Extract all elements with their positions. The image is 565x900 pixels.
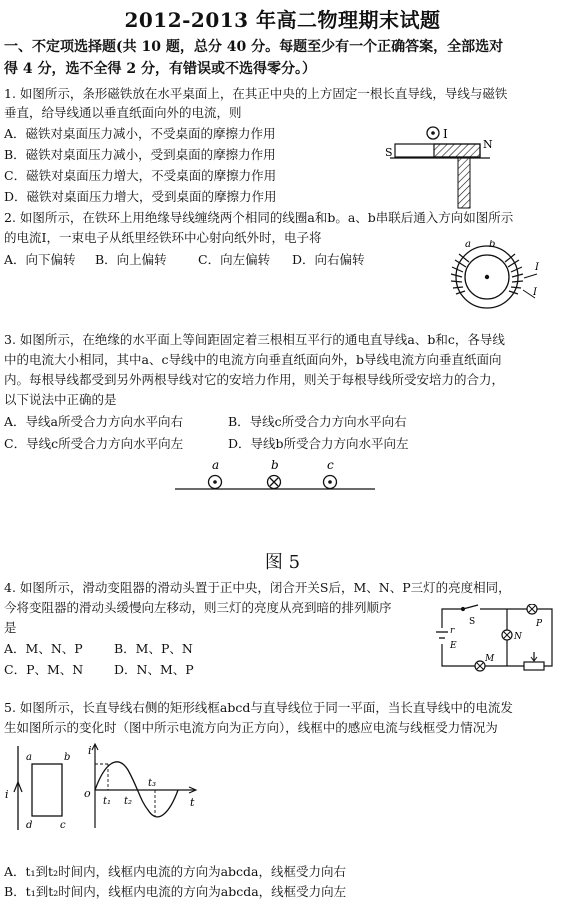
q4-stem-line3: 是 — [4, 620, 17, 635]
circuit-outer-loop — [442, 609, 552, 666]
q2-option-d[interactable]: D．向右偏转 — [292, 252, 365, 267]
q1-stem-line1: 1. 如图所示，条形磁铁放在水平桌面上，在其正中央的上方固定一根长直导线，导线与磁铁 — [4, 86, 508, 101]
sine-curve — [95, 762, 178, 817]
q5-stem-line1: 5. 如图所示，长直导线右侧的矩形线框abcd与直导线位于同一平面，当长直导线中的电流发 — [4, 700, 513, 715]
q1-stem-line2: 垂直，给导线通以垂直纸面向外的电流，则 — [4, 105, 242, 120]
q3-wire-c-label: c — [327, 458, 334, 472]
q4-stem-line2: 今将变阻器的滑动头缓慢向左移动，则三灯的亮度从亮到暗的排列顺序 — [4, 600, 392, 615]
q5-figure — [0, 740, 205, 835]
coil-b — [505, 254, 523, 294]
q4-m-label: M — [485, 654, 495, 664]
q2-iron-ring-figure — [425, 240, 550, 315]
q5-t-axis-label: t — [190, 796, 195, 809]
figure-5-caption: 图 5 — [264, 552, 301, 573]
q2-option-c[interactable]: C．向左偏转 — [198, 252, 271, 267]
q5-option-b[interactable]: B．t₁到t₂时间内，线框内电流的方向为abcda，线框受力向左 — [4, 884, 347, 899]
current-time-graph — [92, 744, 196, 828]
q5-d-label: d — [26, 820, 33, 831]
lamp-m — [475, 661, 485, 671]
q5-a-label: a — [26, 752, 32, 763]
q2-current-label-1: I — [535, 262, 539, 273]
q1-option-d[interactable]: D．磁铁对桌面压力增大，受到桌面的摩擦力作用 — [4, 189, 277, 204]
q3-stem-line1: 3. 如图所示，在绝缘的水平面上等间距固定着三根相互平行的通电直导线a、b和c，各导线 — [4, 332, 505, 347]
rheostat[interactable] — [524, 652, 544, 670]
q4-option-b[interactable]: B．M、P、N — [114, 641, 193, 656]
q1-s-label: S — [385, 146, 393, 159]
q5-t2-label: t₂ — [124, 796, 133, 807]
q1-option-b[interactable]: B．磁铁对桌面压力减小，受到桌面的摩擦力作用 — [4, 147, 276, 162]
q5-origin-label: o — [84, 787, 91, 800]
section-heading-line1: 一、不定项选择题(共 10 题，总分 40 分。每题至少有一个正确答案，全部选对 — [4, 39, 504, 55]
q4-e-label: E — [450, 641, 457, 651]
table-leg — [458, 158, 470, 208]
q1-option-a[interactable]: A．磁铁对桌面压力减小，不受桌面的摩擦力作用 — [4, 126, 276, 141]
q3-option-b[interactable]: B．导线c所受合力方向水平向右 — [228, 414, 407, 429]
q1-current-label: I — [443, 127, 448, 141]
wire-c-out — [324, 476, 337, 489]
q2-coil-b-label: b — [489, 240, 496, 250]
q3-stem-line3: 内。每根导线都受到另外两根导线对它的安培力作用，则关于每根导线所受安培力的合力， — [4, 372, 505, 387]
lamp-n — [502, 630, 512, 640]
q2-stem-line2: 的电流I，一束电子从纸里经铁环中心射向纸外时，电子将 — [4, 230, 322, 245]
q2-stem-line1: 2. 如图所示，在铁环上用绝缘导线缠绕两个相同的线圈a和b。a、b串联后通入方向如图所示 — [4, 210, 514, 225]
q4-r-label: r — [450, 626, 455, 636]
q4-option-c[interactable]: C．P、M、N — [4, 662, 84, 677]
q5-c-label: c — [60, 820, 66, 831]
q4-option-a[interactable]: A．M、N、P — [4, 641, 83, 656]
q3-option-a[interactable]: A．导线a所受合力方向水平向右 — [4, 414, 183, 429]
long-straight-wire — [14, 746, 22, 830]
section-heading-line2: 得 4 分，选不全得 2 分，有错误或不选得零分。） — [4, 61, 316, 77]
q5-wire-current-label: i — [5, 788, 9, 801]
q3-wires-figure — [170, 456, 380, 498]
q3-stem-line4: 以下说法中正确的是 — [4, 392, 117, 407]
q5-option-a[interactable]: A．t₁到t₂时间内，线框内电流的方向为abcda，线框受力向右 — [4, 864, 347, 879]
coil-a — [451, 254, 469, 294]
q1-magnet-figure — [370, 122, 510, 212]
q4-s-label: S — [469, 617, 476, 627]
q1-n-label: N — [483, 138, 493, 151]
q3-wire-b-label: b — [271, 458, 279, 472]
q4-stem-line1: 4. 如图所示，滑动变阻器的滑动头置于正中央，闭合开关S后，M、N、P三灯的亮度相同， — [4, 580, 511, 595]
lamp-p — [527, 604, 537, 614]
wire-b-in — [268, 476, 281, 489]
q5-i-axis-label: i — [88, 744, 92, 757]
q5-stem-line2: 生如图所示的变化时（图中所示电流方向为正方向），线框中的感应电流与线框受力情况为 — [4, 720, 498, 735]
q4-option-d[interactable]: D．N、M、P — [114, 662, 194, 677]
q3-option-d[interactable]: D．导线b所受合力方向水平向左 — [228, 436, 409, 451]
q1-option-c[interactable]: C．磁铁对桌面压力增大，不受桌面的摩擦力作用 — [4, 168, 277, 183]
q2-coil-a-label: a — [465, 240, 471, 250]
q5-t3-label: t₃ — [148, 778, 157, 789]
wire-a-out — [209, 476, 222, 489]
rectangular-loop — [32, 764, 62, 816]
q2-current-label-2: I — [533, 287, 537, 298]
q2-option-a[interactable]: A．向下偏转 — [4, 252, 76, 267]
q3-option-c[interactable]: C．导线c所受合力方向水平向左 — [4, 436, 184, 451]
q5-t1-label: t₁ — [103, 796, 112, 807]
page-title: 2012-2013 年高二物理期末试题 — [124, 8, 441, 32]
q2-option-b[interactable]: B．向上偏转 — [95, 252, 167, 267]
q5-b-label: b — [64, 752, 71, 763]
q3-wire-a-label: a — [212, 458, 220, 472]
q4-p-label: P — [536, 619, 543, 629]
ring-center-dot — [485, 275, 489, 279]
q4-n-label: N — [514, 632, 522, 642]
q4-circuit-figure — [432, 604, 560, 674]
q3-stem-line2: 中的电流大小相同，其中a、c导线中的电流方向垂直纸面向外，b导线电流方向垂直纸面向 — [4, 352, 502, 367]
